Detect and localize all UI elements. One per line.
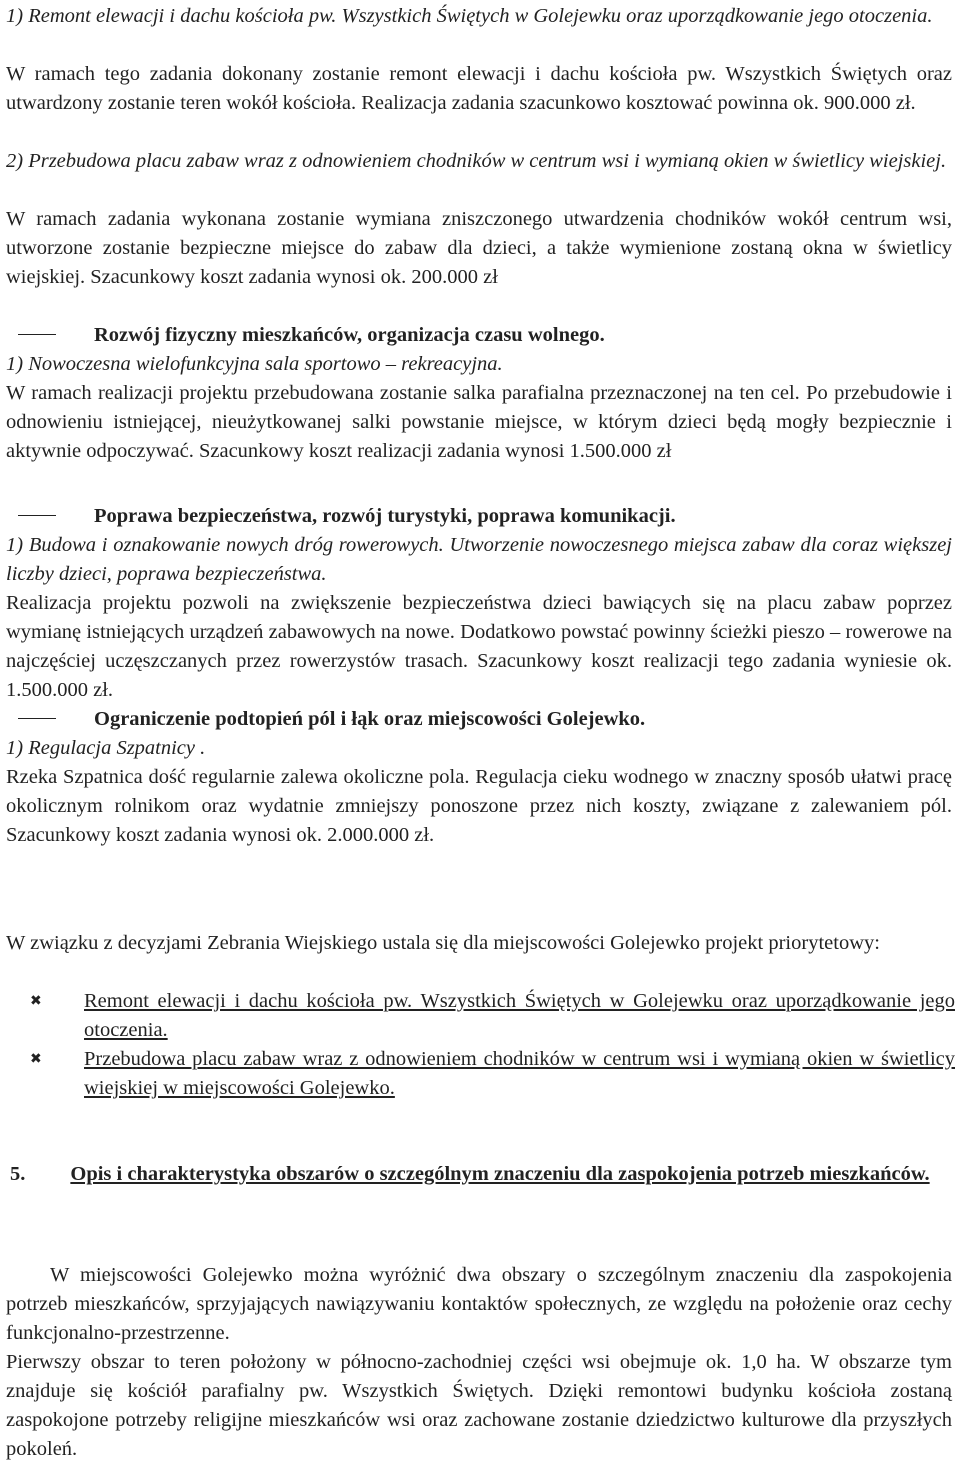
task-3-description: W ramach realizacji projektu przebudowana zostanie salka parafialna przeznaczonej na ten cel. Po przebudowie i odnowieniu istniejącej, nieużytkowanej salki powstanie miejsce, w którym dzieci będą mogły bezpiecznie i aktywnie odpoczywać. Szacunkowy koszt realizacji zadania wynosi 1.500.000 zł	[6, 382, 952, 462]
task-5-title: 1) Regulacja Szpatnicy .	[6, 737, 206, 759]
cross-bullet-icon: ✖	[30, 994, 42, 1009]
category-heading-3-text: Ograniczenie podtopień pól i łąk oraz miejscowości Golejewko.	[94, 708, 646, 730]
task-2-title: 2) Przebudowa placu zabaw wraz z odnowieniem chodników w centrum wsi i wymianą okien w świetlicy wiejskiej.	[6, 150, 947, 172]
priority-item-text: Przebudowa placu zabaw wraz z odnowieniem chodników w centrum wsi i wymianą okien w świetlicy wiejskiej w miejscowości Golejewko.	[84, 1048, 955, 1099]
task-4-description: Realizacja projektu pozwoli na zwiększenie bezpieczeństwa dzieci bawiących się na placu zabaw poprzez wymianę istniejących urządzeń zabawowych na nowe. Dodatkowo powstać powinny ścieżki pieszo – rowerowe na najczęściej uczęszczanych przez rowerzystów trasach. Szacunkowy koszt realizacji tego zadania wyniesie ok. 1.500.000 zł.	[6, 592, 952, 701]
category-heading-1	[18, 321, 952, 350]
area-intro-paragraph: W miejscowości Golejewko można wyróżnić dwa obszary o szczególnym znaczeniu dla zaspokojenia potrzeb mieszkańców, sprzyjających nawiązywaniu kontaktów społecznych, ze względu na położenie oraz cechy funkcjonalno-przestrzenne.	[6, 1264, 952, 1344]
section-number: 5.	[10, 1163, 26, 1185]
area-description-paragraph: Pierwszy obszar to teren położony w północno-zachodniej części wsi obejmuje ok. 1,0 ha. W obszarze tym znajduje się kościół parafialny pw. Wszystkich Świętych. Dzięki remontowi budynku kościoła zostaną zaspokojone potrzeby religijne mieszkańców wsi oraz zachowane zostanie dziedzictwo kulturowe dla przyszłych pokoleń.	[6, 1351, 952, 1460]
task-2-description: W ramach zadania wykonana zostanie wymiana zniszczonego utwardzenia chodników wokół centrum wsi, utworzone zostanie bezpieczne miejsce do zabaw dla dzieci, a także wymienione zostaną okna w świetlicy wiejskiej. Szacunkowy koszt zadania wynosi ok. 200.000 zł	[6, 208, 952, 288]
section-title: Opis i charakterystyka obszarów o szczególnym znaczeniu dla zaspokojenia potrzeb mieszkańców.	[70, 1163, 930, 1185]
cross-bullet-icon: ✖	[30, 1052, 42, 1067]
task-4-title: 1) Budowa i oznakowanie nowych dróg rowerowych. Utworzenie nowoczesnego miejsca zabaw dla coraz większej liczby dzieci, poprawa bezpieczeństwa.	[6, 534, 952, 585]
task-1-description: W ramach tego zadania dokonany zostanie remont elewacji i dachu kościoła pw. Wszystkich Świętych oraz utwardzony zostanie teren wokół kościoła. Realizacja zadania szacunkowo kosztować powinna ok. 900.000 zł.	[6, 63, 952, 114]
category-heading-3	[18, 705, 952, 734]
dash-marker	[18, 718, 56, 719]
priority-item-text: Remont elewacji i dachu kościoła pw. Wszystkich Świętych w Golejewku oraz uporządkowanie jego otoczenia.	[84, 990, 955, 1041]
section-5-heading	[6, 1160, 952, 1218]
task-3-title: 1) Nowoczesna wielofunkcyjna sala sportowo – rekreacyjna.	[6, 353, 503, 375]
priority-item	[30, 1045, 955, 1103]
category-heading-1-text: Rozwój fizyczny mieszkańców, organizacja czasu wolnego.	[94, 324, 605, 346]
task-1-title: 1) Remont elewacji i dachu kościoła pw. Wszystkich Świętych w Golejewku oraz uporządkowanie jego otoczenia.	[6, 5, 933, 27]
category-heading-2-text: Poprawa bezpieczeństwa, rozwój turystyki, poprawa komunikacji.	[94, 505, 676, 527]
task-5-description: Rzeka Szpatnica dość regularnie zalewa okoliczne pola. Regulacja cieku wodnego w znaczny sposób ułatwi pracę okolicznym rolnikom oraz wydatnie zmniejszy ponoszone przez nich koszty, związane z zalewaniem pól. Szacunkowy koszt zadania wynosi ok. 2.000.000 zł.	[6, 766, 952, 846]
dash-marker	[18, 515, 56, 516]
priority-item	[30, 987, 955, 1045]
category-heading-2	[18, 502, 952, 531]
dash-marker	[18, 334, 56, 335]
priority-intro: W związku z decyzjami Zebrania Wiejskiego ustala się dla miejscowości Golejewko projekt priorytetowy:	[6, 932, 880, 954]
